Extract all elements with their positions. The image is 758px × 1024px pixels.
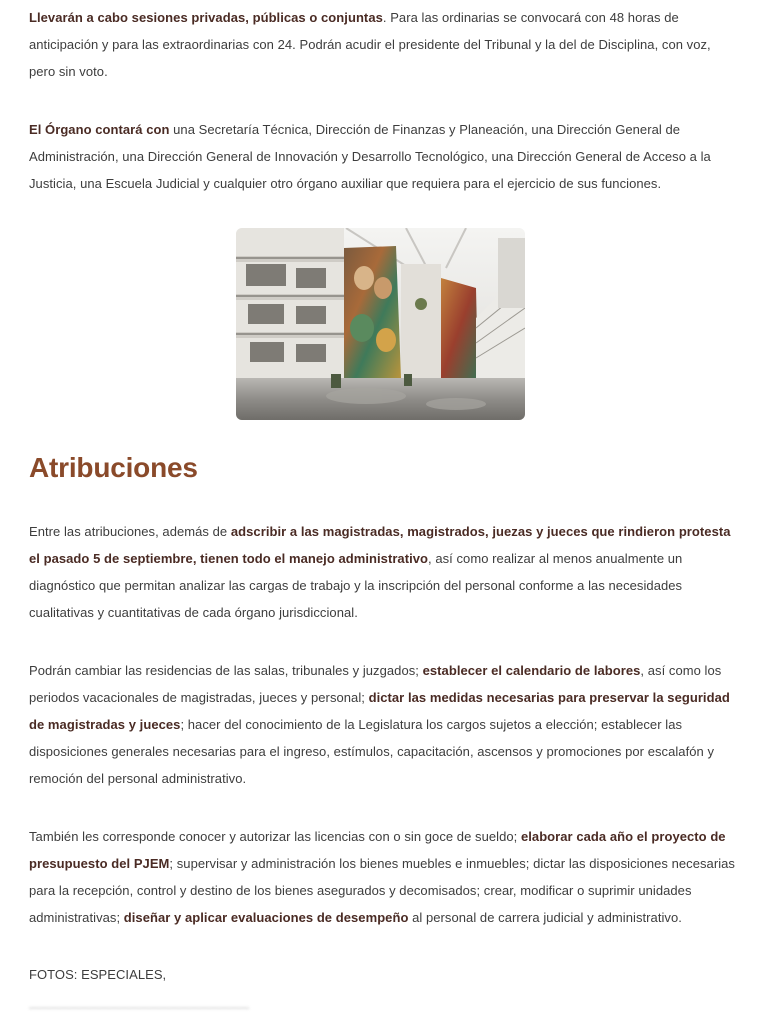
bold-phrase: Llevarán a cabo sesiones privadas, públicas o conjuntas [29, 10, 383, 25]
paragraph-organ-structure [29, 116, 735, 197]
paragraph-text: ; supervisar y administración los bienes muebles e inmuebles; dictar las disposiciones necesarias para la recepción, control y destino de los bienes asegurados y decomisados; crear, modificar o suprimir unidades administrativas; [29, 856, 735, 925]
paragraph-text: ; hacer del conocimiento de la Legislatura los cargos sujetos a elección; establecer las disposiciones generales necesarias para el ingreso, estímulos, capacitación, ascensos y promociones por escalafón y remoción del personal administrativo. [29, 717, 715, 786]
paragraph-sessions [29, 4, 735, 85]
article-body [29, 4, 735, 1012]
bold-phrase: diseñar y aplicar evaluaciones de desempeño [123, 910, 409, 925]
faded-text-line: ▁▁▁▁▁▁▁▁▁▁▁▁▁▁▁▁▁▁▁▁▁▁ [29, 994, 249, 1009]
paragraph-text: , así como realizar al menos anualmente un diagnóstico que permitan analizar las cargas de trabajo y la inscripción del personal conforme a las necesidades cualitativas y cuantitativas de cada órgano jurisdiccional. [29, 551, 683, 620]
paragraph-text: Podrán cambiar las residencias de las salas, tribunales y juzgados; [29, 663, 423, 678]
bold-phrase: El Órgano contará con [29, 122, 170, 137]
paragraph-text: una Secretaría Técnica, Dirección de Finanzas y Planeación, una Dirección General de Administración, una Dirección General de Innovación y Desarrollo Tecnológico, una Dirección General de Acceso a la Justicia, una Escuela Judicial y cualquier otro órgano auxiliar que requiera para el ejercicio de sus funciones. [29, 122, 711, 191]
bold-phrase: adscribir a las magistradas, magistrados, juezas y jueces que rindieron protesta el pasado 5 de septiembre, tienen todo el manejo administrativo [29, 524, 731, 566]
section-heading: Atribuciones [29, 452, 198, 483]
atrium-mural-photo [236, 228, 525, 420]
paragraph-text: al personal de carrera judicial y administrativo. [408, 910, 682, 925]
bold-phrase: establecer el calendario de labores [422, 663, 641, 678]
paragraph-attributions [29, 518, 735, 626]
photo-credit: FOTOS: ESPECIALES, [29, 967, 167, 982]
paragraph-residences [29, 657, 735, 792]
bold-phrase: dictar las medidas necesarias para preservar la seguridad de magistradas y jueces [29, 690, 730, 732]
paragraph-text: También les corresponde conocer y autorizar las licencias con o sin goce de sueldo; [29, 829, 521, 844]
paragraph-text: Entre las atribuciones, además de [29, 524, 231, 539]
paragraph-text: . Para las ordinarias se convocará con 48 horas de anticipación y para las extraordinarias con 24. Podrán acudir el presidente del Tribunal y la del de Disciplina, con voz, pero sin voto. [29, 10, 711, 79]
bold-phrase: elaborar cada año el proyecto de presupuesto del PJEM [29, 829, 726, 871]
paragraph-licenses [29, 823, 735, 931]
paragraph-text: , así como los periodos vacacionales de magistradas, jueces y personal; [29, 663, 722, 705]
